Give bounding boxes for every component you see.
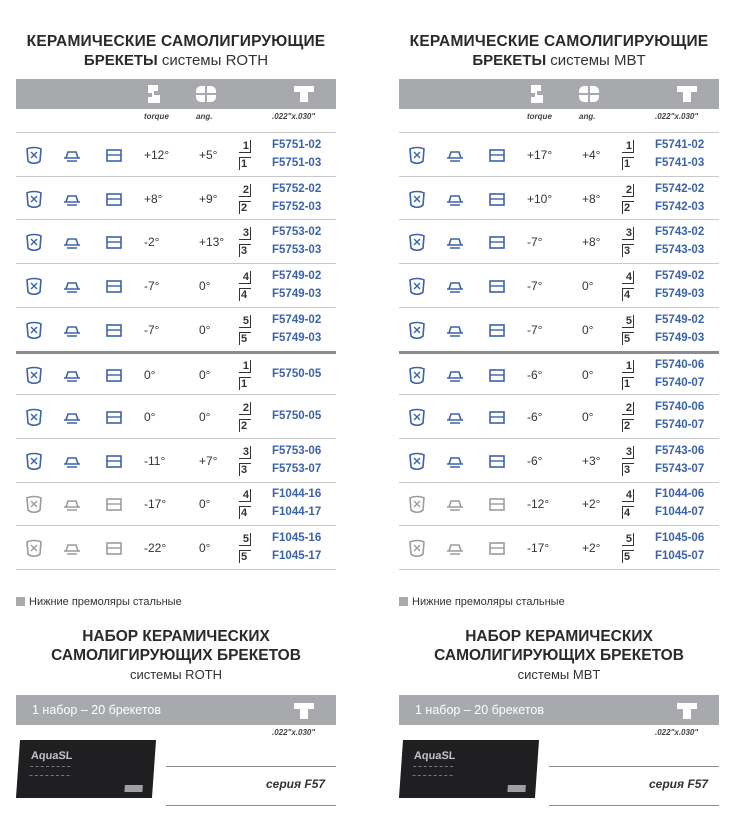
quadrant-upper: 3 (622, 227, 634, 240)
table-row (16, 438, 336, 482)
product-code-lower: F5753-03 (272, 244, 322, 257)
angulation-value: 0° (582, 322, 594, 337)
product-code-upper: F5740-06 (655, 359, 705, 372)
table-row (16, 307, 336, 351)
angulation-value: +5° (199, 147, 218, 162)
box-decor (30, 766, 71, 776)
title-line-2: БРЕКЕТЫ системы ROTH (83, 52, 269, 69)
torque-value: -22° (144, 541, 167, 556)
quadrant-lower: 2 (239, 201, 251, 214)
quadrant-upper: 2 (239, 402, 251, 415)
torque-value: -7° (527, 235, 543, 250)
box-decor (413, 766, 454, 776)
table-row (399, 482, 719, 526)
kit-bar (399, 695, 719, 725)
product-code-lower: F5743-07 (655, 462, 705, 475)
product-code-lower: F5741-03 (655, 156, 705, 169)
quadrant-lower: 4 (622, 506, 634, 519)
quadrant-lower: 4 (622, 288, 634, 301)
table-row (399, 176, 719, 220)
product-code-lower: F5752-03 (272, 200, 322, 213)
table-row (399, 525, 719, 569)
side-bracket-icon (62, 277, 82, 295)
column-subheaders (399, 112, 719, 124)
quadrant-lower: 1 (239, 377, 251, 390)
product-code-lower: F5753-07 (272, 462, 322, 475)
product-code-lower: F5749-03 (272, 331, 322, 344)
product-code-upper: F1044-06 (655, 488, 705, 501)
quadrant-upper: 5 (239, 315, 251, 328)
quadrant-upper: 1 (239, 140, 251, 153)
product-code-upper: F5743-06 (655, 444, 705, 457)
front-bracket-icon (24, 146, 44, 164)
angulation-value: +7° (199, 453, 218, 468)
top-bracket-icon (104, 539, 124, 557)
slot-icon (675, 700, 699, 725)
kit-slot-size: .022"x.030" (655, 728, 699, 737)
torque-value: -17° (144, 497, 167, 512)
top-bracket-icon (104, 233, 124, 251)
product-code: F5750-05 (272, 368, 322, 381)
torque-value: 0° (144, 368, 156, 383)
front-bracket-icon (24, 539, 44, 557)
front-bracket-icon (407, 539, 427, 557)
quadrant-upper: 5 (622, 315, 634, 328)
kit-title-line-3: системы MBT (517, 667, 601, 682)
front-bracket-icon (24, 321, 44, 339)
quadrant-upper: 1 (239, 360, 251, 373)
torque-value: +8° (144, 191, 163, 206)
top-bracket-icon (487, 277, 507, 295)
front-bracket-icon (407, 495, 427, 513)
product-code-lower: F5751-03 (272, 156, 322, 169)
angulation-value: 0° (582, 278, 594, 293)
product-code-lower: F5740-07 (655, 377, 705, 390)
steel-note: Нижние премоляры стальные (16, 596, 182, 608)
product-code-upper: F5751-02 (272, 138, 322, 151)
kit-box-image (399, 740, 539, 798)
quadrant-upper: 3 (622, 446, 634, 459)
slot-icon (675, 83, 699, 110)
top-bracket-icon (487, 495, 507, 513)
front-bracket-icon (24, 452, 44, 470)
front-bracket-icon (407, 366, 427, 384)
torque-value: -7° (527, 322, 543, 337)
series-label: серия F57 (649, 777, 709, 791)
top-bracket-icon (104, 366, 124, 384)
torque-value: -11° (144, 453, 166, 468)
front-bracket-icon (407, 408, 427, 426)
quadrant-lower: 4 (239, 506, 251, 519)
quadrant-upper: 2 (622, 184, 634, 197)
slot-label: .022"x.030" (272, 112, 316, 121)
product-code-lower: F1044-07 (655, 506, 705, 519)
quadrant-upper: 5 (239, 533, 251, 546)
kit-title-line-1: НАБОР КЕРАМИЧЕСКИХ (82, 628, 270, 645)
side-bracket-icon (62, 190, 82, 208)
side-bracket-icon (445, 366, 465, 384)
table-row (16, 525, 336, 569)
product-code-upper: F5749-02 (272, 313, 322, 326)
quadrant-lower: 3 (239, 463, 251, 476)
side-bracket-icon (445, 146, 465, 164)
mbt-panel (399, 0, 719, 820)
product-code: F5750-05 (272, 410, 322, 423)
top-bracket-icon (487, 539, 507, 557)
side-bracket-icon (445, 190, 465, 208)
side-bracket-icon (445, 321, 465, 339)
quadrant-upper: 3 (239, 227, 251, 240)
slot-icon (675, 83, 699, 105)
header-bar (399, 79, 719, 109)
quadrant-lower: 3 (622, 463, 634, 476)
table-bottom-border (399, 569, 719, 570)
ang-label: ang. (579, 112, 596, 121)
angulation-icon (194, 83, 218, 105)
torque-value: -12° (527, 497, 550, 512)
column-subheaders (16, 112, 336, 124)
product-code-upper: F1045-06 (655, 532, 705, 545)
product-code-upper: F5752-02 (272, 182, 322, 195)
quadrant-lower: 5 (239, 332, 251, 345)
title-line-1: КЕРАМИЧЕСКИЕ САМОЛИГИРУЮЩИЕ (409, 33, 709, 50)
front-bracket-icon (407, 190, 427, 208)
quadrant-lower: 1 (622, 377, 634, 390)
angulation-value: 0° (199, 541, 211, 556)
top-bracket-icon (104, 408, 124, 426)
roth-panel (16, 0, 336, 820)
table-row (399, 132, 719, 176)
kit-title-line-1: НАБОР КЕРАМИЧЕСКИХ (465, 628, 653, 645)
product-code-lower: F5743-03 (655, 244, 705, 257)
angulation-value: +8° (582, 235, 601, 250)
front-bracket-icon (24, 190, 44, 208)
product-code-upper: F5743-02 (655, 226, 705, 239)
quadrant-upper: 4 (622, 271, 634, 284)
quadrant-upper: 4 (239, 489, 251, 502)
front-bracket-icon (407, 277, 427, 295)
angulation-value: 0° (199, 368, 211, 383)
angulation-value: +4° (582, 147, 601, 162)
quadrant-lower: 2 (239, 419, 251, 432)
steel-note: Нижние премоляры стальные (399, 596, 565, 608)
top-bracket-icon (104, 190, 124, 208)
kit-bar (16, 695, 336, 725)
angulation-value: +13° (199, 235, 225, 250)
angulation-value: +3° (582, 453, 601, 468)
angulation-value: 0° (199, 278, 211, 293)
divider (166, 805, 336, 806)
angulation-value: 0° (199, 410, 211, 425)
quadrant-lower: 5 (622, 332, 634, 345)
product-code-lower: F1044-17 (272, 506, 322, 519)
table-row (399, 263, 719, 307)
title-line-2: БРЕКЕТЫ системы MBT (472, 52, 646, 69)
box-brand: AquaSL (30, 750, 73, 762)
ang-label: ang. (196, 112, 213, 121)
product-code-lower: F1045-07 (655, 550, 705, 563)
top-bracket-icon (104, 146, 124, 164)
series-label: серия F57 (266, 777, 326, 791)
quadrant-lower: 3 (622, 244, 634, 257)
torque-value: 0° (144, 410, 156, 425)
product-code-upper: F5753-02 (272, 226, 322, 239)
kit-count: 1 набор – 20 брекетов (415, 703, 545, 717)
angulation-value: +2° (582, 497, 601, 512)
top-bracket-icon (104, 495, 124, 513)
side-bracket-icon (62, 146, 82, 164)
divider (549, 805, 719, 806)
kit-title (16, 627, 336, 684)
divider (549, 766, 719, 767)
side-bracket-icon (62, 495, 82, 513)
torque-value: -6° (527, 368, 543, 383)
angulation-value: 0° (199, 497, 211, 512)
kit-title (399, 627, 719, 684)
top-bracket-icon (487, 366, 507, 384)
front-bracket-icon (24, 233, 44, 251)
angulation-value: 0° (582, 410, 594, 425)
angulation-icon (577, 83, 601, 105)
front-bracket-icon (407, 321, 427, 339)
torque-icon (527, 83, 547, 105)
side-bracket-icon (445, 277, 465, 295)
top-bracket-icon (487, 190, 507, 208)
quadrant-lower: 2 (622, 201, 634, 214)
product-code-lower: F5742-03 (655, 200, 705, 213)
top-bracket-icon (487, 452, 507, 470)
angulation-icon (194, 83, 218, 110)
quadrant-upper: 4 (622, 489, 634, 502)
side-bracket-icon (62, 452, 82, 470)
box-brand: AquaSL (413, 750, 456, 762)
quadrant-upper: 1 (622, 360, 634, 373)
table-row (399, 219, 719, 263)
quadrant-upper: 2 (622, 402, 634, 415)
quadrant-upper: 1 (622, 140, 634, 153)
quadrant-upper: 5 (622, 533, 634, 546)
front-bracket-icon (24, 366, 44, 384)
torque-icon (144, 83, 164, 110)
title-line-1: КЕРАМИЧЕСКИЕ САМОЛИГИРУЮЩИЕ (26, 33, 326, 50)
top-bracket-icon (487, 233, 507, 251)
box-tag (507, 785, 525, 792)
table-row (399, 351, 719, 395)
side-bracket-icon (445, 539, 465, 557)
front-bracket-icon (24, 277, 44, 295)
kit-title-line-2: САМОЛИГИРУЮЩИХ БРЕКЕТОВ (434, 647, 684, 664)
front-bracket-icon (24, 495, 44, 513)
angulation-value: 0° (199, 322, 211, 337)
side-bracket-icon (62, 539, 82, 557)
product-code-upper: F5741-02 (655, 138, 705, 151)
side-bracket-icon (445, 408, 465, 426)
box-tag (124, 785, 142, 792)
side-bracket-icon (445, 452, 465, 470)
top-bracket-icon (487, 408, 507, 426)
kit-title-line-2: САМОЛИГИРУЮЩИХ БРЕКЕТОВ (51, 647, 301, 664)
side-bracket-icon (62, 233, 82, 251)
torque-icon (527, 83, 547, 110)
product-code-upper: F5749-02 (655, 269, 705, 282)
product-code-upper: F5742-02 (655, 182, 705, 195)
product-code-lower: F5749-03 (655, 331, 705, 344)
torque-value: +17° (527, 147, 553, 162)
torque-value: -17° (527, 541, 550, 556)
product-code-upper: F5749-02 (655, 313, 705, 326)
product-code-lower: F5749-03 (655, 287, 705, 300)
angulation-value: +2° (582, 541, 601, 556)
product-code-lower: F5749-03 (272, 287, 322, 300)
table-row (16, 176, 336, 220)
slot-icon (292, 83, 316, 110)
side-bracket-icon (445, 495, 465, 513)
product-code-upper: F1044-16 (272, 488, 322, 501)
torque-value: -7° (144, 322, 160, 337)
angulation-icon (577, 83, 601, 110)
torque-value: -2° (144, 235, 160, 250)
product-code-lower: F1045-17 (272, 550, 322, 563)
table-row (16, 351, 336, 395)
table-row (16, 263, 336, 307)
slot-icon (292, 700, 316, 720)
table-row (399, 438, 719, 482)
kit-title-line-3: системы ROTH (129, 667, 223, 682)
steel-marker-icon (16, 597, 25, 606)
kit-slot-size: .022"x.030" (272, 728, 316, 737)
table-bottom-border (16, 569, 336, 570)
product-code-upper: F1045-16 (272, 532, 322, 545)
slot-icon (292, 700, 316, 725)
table-row (16, 394, 336, 438)
angulation-value: +8° (582, 191, 601, 206)
product-code-upper: F5740-06 (655, 401, 705, 414)
torque-label: torque (144, 112, 169, 121)
quadrant-lower: 1 (622, 157, 634, 170)
angulation-value: +9° (199, 191, 218, 206)
torque-icon (144, 83, 164, 105)
panel-title (399, 32, 719, 70)
front-bracket-icon (407, 452, 427, 470)
top-bracket-icon (487, 321, 507, 339)
header-bar (16, 79, 336, 109)
quadrant-lower: 1 (239, 157, 251, 170)
torque-label: torque (527, 112, 552, 121)
torque-value: -6° (527, 453, 543, 468)
quadrant-upper: 4 (239, 271, 251, 284)
front-bracket-icon (407, 233, 427, 251)
table-row (16, 132, 336, 176)
torque-value: +10° (527, 191, 553, 206)
table-row (399, 394, 719, 438)
table-row (16, 219, 336, 263)
torque-value: -6° (527, 410, 543, 425)
quadrant-lower: 5 (622, 550, 634, 563)
top-bracket-icon (104, 277, 124, 295)
kit-box-image (16, 740, 156, 798)
divider (166, 766, 336, 767)
steel-marker-icon (399, 597, 408, 606)
torque-value: -7° (527, 278, 543, 293)
front-bracket-icon (24, 408, 44, 426)
top-bracket-icon (487, 146, 507, 164)
torque-value: -7° (144, 278, 160, 293)
front-bracket-icon (407, 146, 427, 164)
table-row (399, 307, 719, 351)
kit-count: 1 набор – 20 брекетов (32, 703, 162, 717)
side-bracket-icon (62, 408, 82, 426)
quadrant-lower: 5 (239, 550, 251, 563)
quadrant-lower: 4 (239, 288, 251, 301)
side-bracket-icon (445, 233, 465, 251)
torque-value: +12° (144, 147, 170, 162)
panel-title (16, 32, 336, 70)
quadrant-lower: 3 (239, 244, 251, 257)
table-row (16, 482, 336, 526)
side-bracket-icon (62, 366, 82, 384)
quadrant-lower: 2 (622, 419, 634, 432)
slot-icon (675, 700, 699, 720)
slot-label: .022"x.030" (655, 112, 699, 121)
top-bracket-icon (104, 321, 124, 339)
product-code-upper: F5753-06 (272, 444, 322, 457)
product-code-upper: F5749-02 (272, 269, 322, 282)
top-bracket-icon (104, 452, 124, 470)
quadrant-upper: 3 (239, 446, 251, 459)
quadrant-upper: 2 (239, 184, 251, 197)
product-code-lower: F5740-07 (655, 419, 705, 432)
angulation-value: 0° (582, 368, 594, 383)
side-bracket-icon (62, 321, 82, 339)
slot-icon (292, 83, 316, 105)
